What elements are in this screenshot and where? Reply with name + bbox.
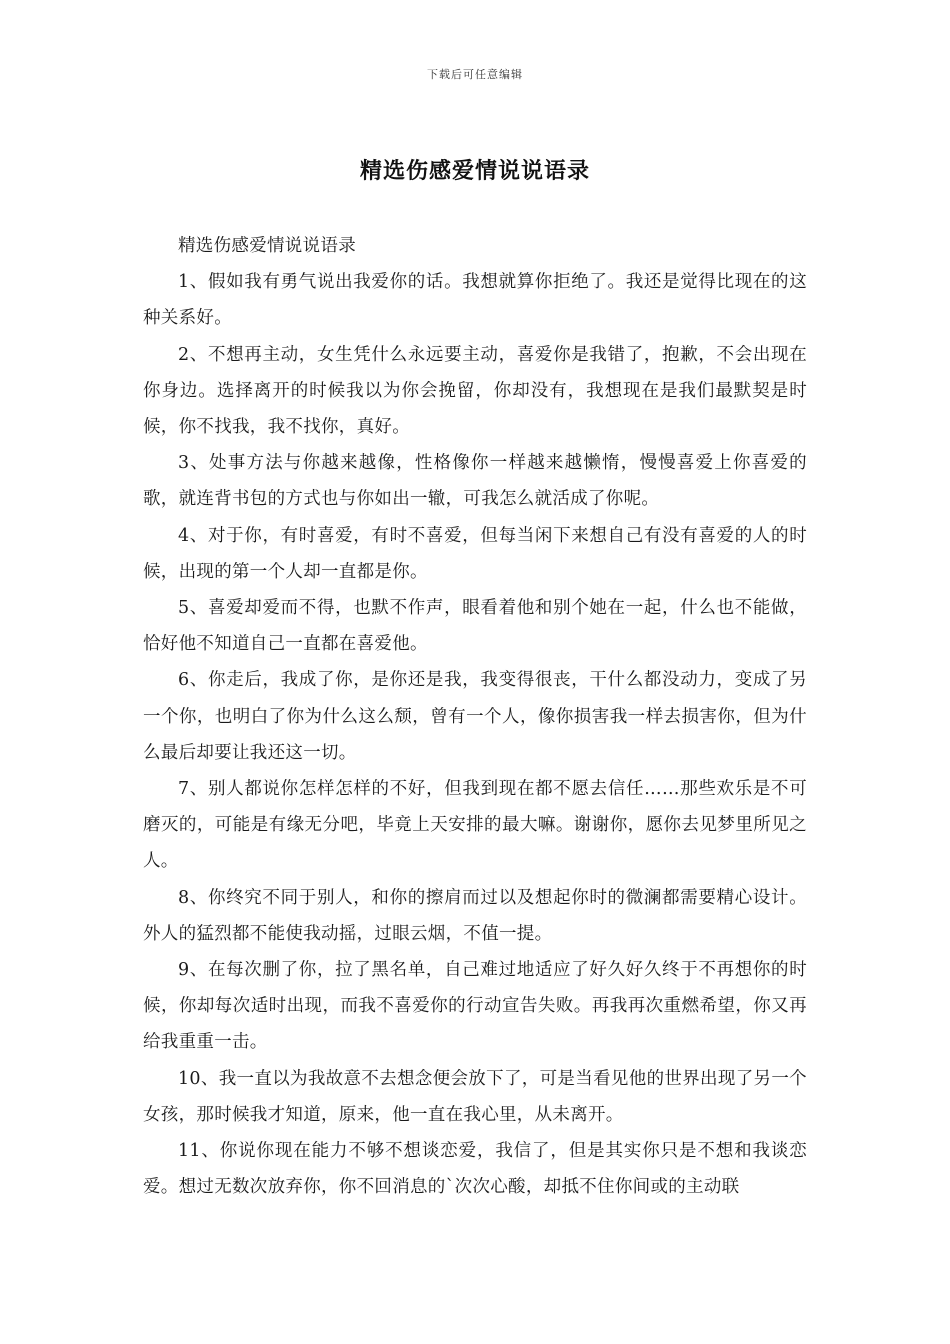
document-body	[143, 228, 807, 1205]
body-paragraph-7: 7、别人都说你怎样怎样的不好，但我到现在都不愿去信任……那些欢乐是不可磨灭的，可能是有缘无分吧，毕竟上天安排的最大嘛。谢谢你，愿你去见梦里所见之人。	[143, 779, 807, 872]
body-paragraph-1: 1、假如我有勇气说出我爱你的话。我想就算你拒绝了。我还是觉得比现在的这种关系好。	[143, 272, 807, 329]
body-paragraph-6: 6、你走后，我成了你，是你还是我，我变得很丧，干什么都没动力，变成了另一个你，也明白了你为什么这么颓，曾有一个人，像你损害我一样去损害你，但为什么最后却要让我还这一切。	[143, 670, 807, 763]
body-paragraph-9: 9、在每次删了你，拉了黑名单，自己难过地适应了好久好久终于不再想你的时候，你却每次适时出现，而我不喜爱你的行动宣告失败。再我再次重燃希望，你又再给我重重一击。	[143, 960, 807, 1053]
body-paragraph-11: 11、你说你现在能力不够不想谈恋爱，我信了，但是其实你只是不想和我谈恋爱。想过无数次放弃你，你不回消息的`次次心酸，却抵不住你间或的主动联	[143, 1141, 807, 1198]
body-paragraph-10: 10、我一直以为我故意不去想念便会放下了，可是当看见他的世界出现了另一个女孩，那时候我才知道，原来，他一直在我心里，从未离开。	[143, 1068, 807, 1125]
body-paragraph-2: 2、不想再主动，女生凭什么永远要主动，喜爱你是我错了，抱歉，不会出现在你身边。选择离开的时候我以为你会挽留，你却没有，我想现在是我们最默契是时候，你不找我，我不找你，真好。	[143, 344, 807, 438]
body-paragraph-5: 5、喜爱却爱而不得，也默不作声，眼看着他和别个她在一起，什么也不能做，恰好他不知道自己一直都在喜爱他。	[143, 598, 807, 655]
body-paragraph-intro: 精选伤感爱情说说语录	[178, 236, 356, 256]
document-title: 精选伤感爱情说说语录	[359, 158, 590, 184]
body-paragraph-3: 3、处事方法与你越来越像，性格像你一样越来越懒惰，慢慢喜爱上你喜爱的歌，就连背书包的方式也与你如出一辙，可我怎么就活成了你呢。	[143, 453, 807, 510]
body-paragraph-4: 4、对于你，有时喜爱，有时不喜爱，但每当闲下来想自己有没有喜爱的人的时候，出现的第一个人却一直都是你。	[143, 525, 807, 582]
page-header-note: 下载后可任意编辑	[427, 68, 523, 81]
body-paragraph-8: 8、你终究不同于别人，和你的擦肩而过以及想起你时的微澜都需要精心设计。外人的猛烈都不能使我动摇，过眼云烟，不值一提。	[143, 887, 807, 944]
